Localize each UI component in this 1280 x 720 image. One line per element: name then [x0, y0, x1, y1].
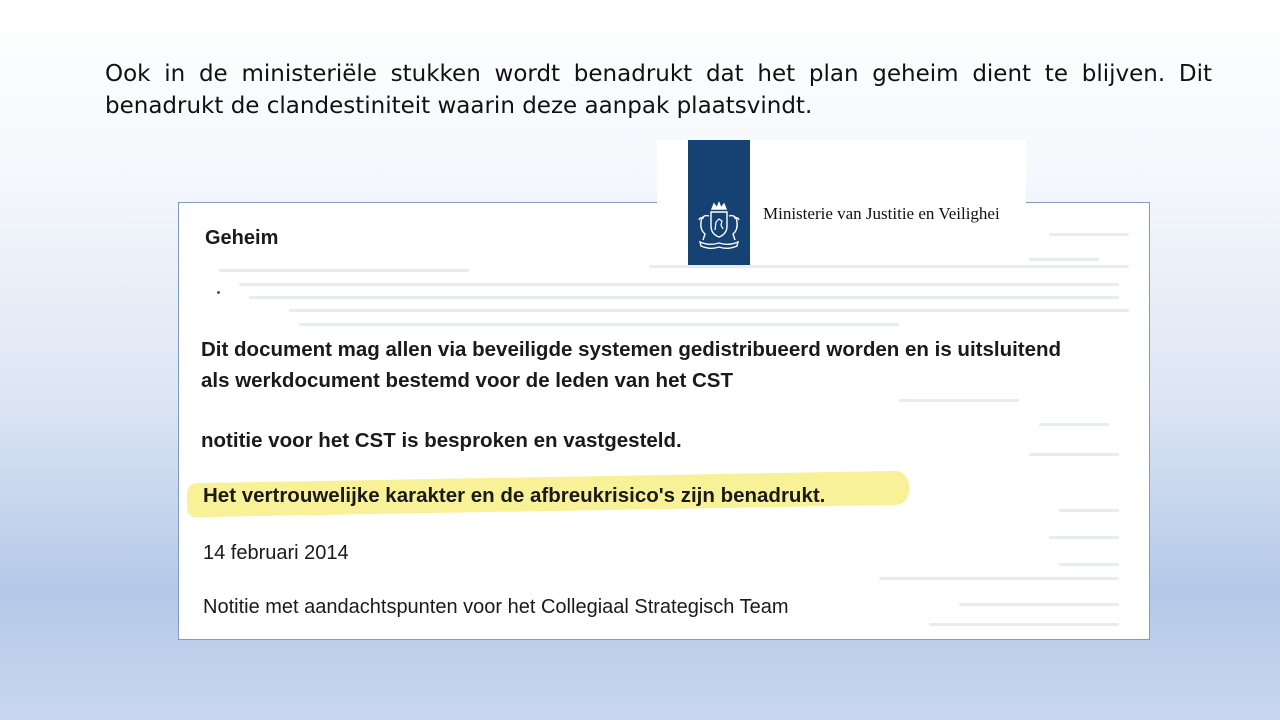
distribution-line-1: Dit document mag allen via beveiligde systemen gedistribueerd worden en is uitsluitend: [201, 338, 1062, 361]
classification-label: Geheim: [205, 227, 279, 249]
faint-line: [249, 296, 1119, 299]
faint-line: [1029, 258, 1099, 261]
document-scan: [178, 202, 1150, 640]
document-date: 14 februari 2014: [203, 542, 349, 564]
faint-line: [1049, 233, 1129, 236]
faint-line: [299, 323, 899, 326]
slide-intro-text: Ook in de ministeriële stukken wordt benadrukt dat het plan geheim dient te blijven. Dit benadrukt de clandestiniteit waarin deze aanpak plaatsvindt.: [105, 61, 1212, 119]
scan-speck: [217, 291, 220, 294]
faint-line: [899, 399, 1019, 402]
distribution-line-2: als werkdocument bestemd voor de leden van het CST: [201, 369, 733, 392]
dutch-coat-of-arms-icon: [692, 200, 746, 252]
faint-line: [959, 603, 1119, 606]
faint-line: [879, 577, 1119, 580]
ministry-name: Ministerie van Justitie en Veilighei: [763, 204, 1000, 223]
faint-line: [929, 623, 1119, 626]
ministry-logo: [657, 140, 1026, 265]
faint-line: [289, 309, 1129, 312]
logo-ribbon: [688, 140, 750, 265]
faint-line: [1049, 536, 1119, 539]
faint-line: [1039, 423, 1109, 426]
highlighted-line: Het vertrouwelijke karakter en de afbreukrisico's zijn benadrukt.: [203, 484, 826, 507]
document-subject: Notitie met aandachtspunten voor het Collegiaal Strategisch Team: [203, 596, 789, 618]
faint-line: [649, 265, 1129, 268]
distribution-notice: [201, 334, 1061, 396]
faint-line: [1029, 453, 1119, 456]
faint-line: [219, 269, 469, 272]
faint-line: [1059, 563, 1119, 566]
status-line: notitie voor het CST is besproken en vastgesteld.: [201, 429, 682, 452]
faint-line: [1059, 509, 1119, 512]
faint-line: [239, 283, 1119, 286]
